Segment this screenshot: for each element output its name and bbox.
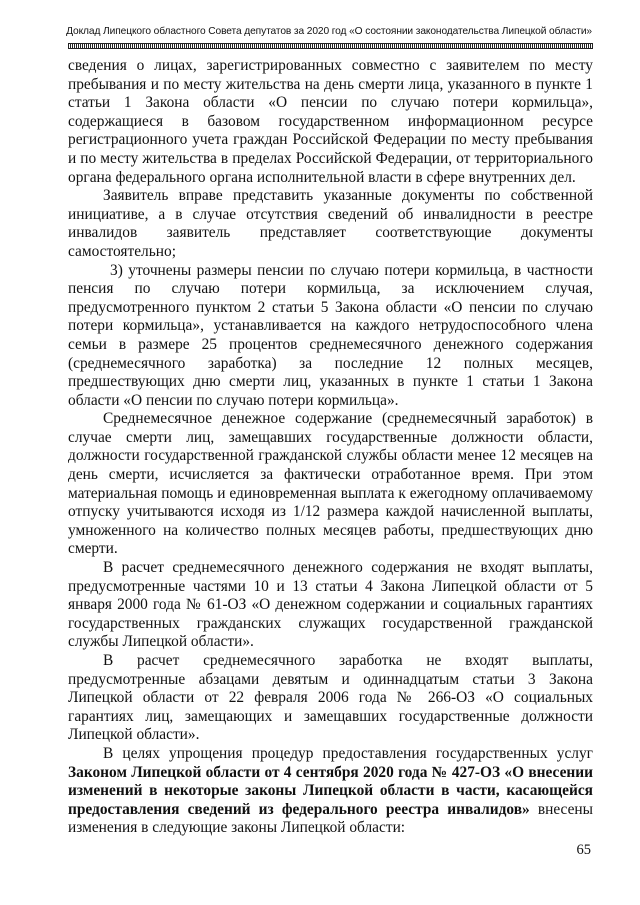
header-rule [68, 43, 593, 49]
page-number: 65 [576, 842, 591, 858]
paragraph-3: 3) уточнены размеры пенсии по случаю потери кормильца, в частности пенсия по случаю потери кормильца, за исключением случая, предусмотренного пунктом 2 статьи 5 Закона области «О пенсии по случаю потери кормильца», устанавливается на каждого нетрудоспособного члена семьи в размере 25 процентов среднемесячного денежного содержания (среднемесячного заработка) за последние 12 полных месяцев, предшествующих дню смерти лиц, указанных в пункте 1 статьи 1 Закона области «О пенсии по случаю потери кормильца». [68, 261, 593, 409]
document-body [68, 57, 593, 838]
paragraph-5: В расчет среднемесячного денежного содержания не входят выплаты, предусмотренные частями 10 и 13 статьи 4 Закона Липецкой области от 5 января 2000 года № 61-ОЗ «О денежном содержании и социальных гарантиях государственных гражданских служащих государственной гражданской службы Липецкой области». [68, 559, 593, 651]
paragraph-7-lead: В целях упрощения процедур предоставления государственных услуг [103, 744, 593, 762]
paragraph-4: Среднемесячное денежное содержание (среднемесячный заработок) в случае смерти лиц, замещавших государственные должности области, должности государственной гражданской службы области менее 12 месяцев на день смерти, исчисляется за фактически отработанное время. При этом материальная помощь и единовременная выплата к ежегодному оплачиваемому отпуску учитываются исходя из 1/12 размера каждой начисленной выплаты, умноженного на количество полных месяцев работы, предшествующих дню смерти. [68, 410, 593, 558]
paragraph-7-tail: внесены изменения в следующие законы Липецкой области: [68, 800, 593, 837]
paragraph-1: сведения о лицах, зарегистрированных совместно с заявителем по месту пребывания и по месту жительства на день смерти лица, указанного в пункте 1 статьи 1 Закона области «О пенсии по случаю потери кормильца», содержащиеся в базовом государственном информационном ресурсе регистрационного учета граждан Российской Федерации по месту пребывания и по месту жительства в пределах Российской Федерации, от территориального органа федерального органа исполнительной власти в сфере внутренних дел. [68, 57, 593, 186]
paragraph-6: В расчет среднемесячного заработка не входят выплаты, предусмотренные абзацами девятым и одиннадцатым статьи 3 Закона Липецкой области от 22 февраля 2006 года № 266-ОЗ «О социальных гарантиях лиц, замещающих и замещавших государственные должности Липецкой области». [68, 652, 593, 744]
law-reference-bold: Законом Липецкой области от 4 сентября 2020 года № 427-ОЗ «О внесении изменений в некоторые законы Липецкой области в части, касающейся предоставления сведений из федерального реестра инвалидов» [68, 763, 593, 818]
paragraph-7 [68, 745, 593, 838]
running-header: Доклад Липецкого областного Совета депутатов за 2020 год «О состоянии законодательства Липецкой области» [66, 26, 592, 37]
paragraph-2: Заявитель вправе представить указанные документы по собственной инициативе, а в случае отсутствия сведений об инвалидности в реестре инвалидов заявитель представляет соответствующие документы самостоятельно; [68, 187, 593, 260]
